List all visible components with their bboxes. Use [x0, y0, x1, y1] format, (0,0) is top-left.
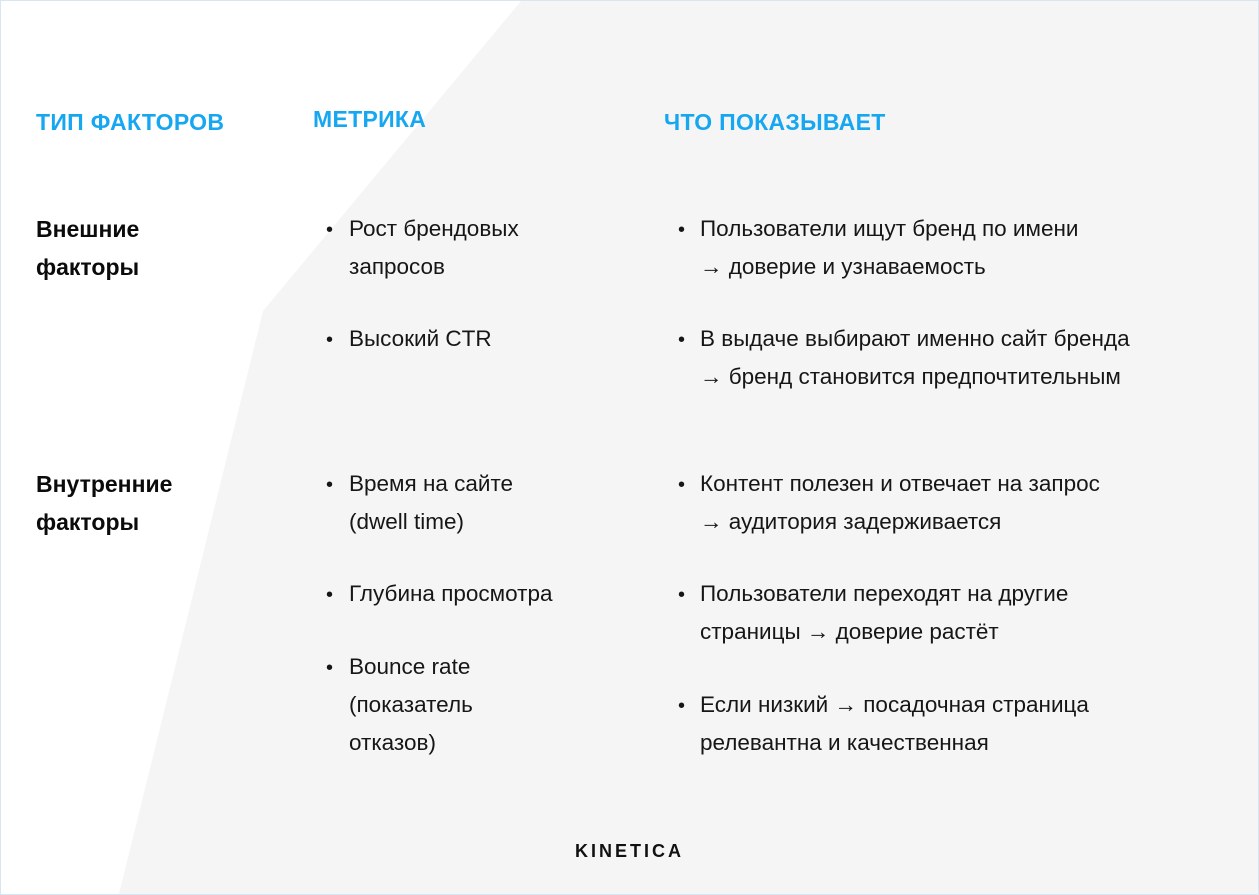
- explanation-item: [700, 575, 1068, 651]
- bullet-icon: •: [678, 329, 686, 351]
- category-external: [36, 210, 139, 286]
- category-internal-line1: Внутренние: [36, 471, 173, 497]
- bullet-icon: •: [326, 329, 334, 351]
- header-metric: МЕТРИКА: [313, 106, 427, 132]
- explanation-line: → доверие и узнаваемость: [700, 254, 986, 279]
- bullet-icon: •: [678, 219, 686, 241]
- explanation-line: Контент полезен и отвечает на запрос: [700, 471, 1100, 496]
- explanation-item: [700, 686, 1089, 762]
- explanation-item: [700, 210, 1078, 286]
- bullet-icon: •: [678, 584, 686, 606]
- metric-item: [349, 320, 492, 358]
- explanation-line: Пользователи переходят на другие: [700, 581, 1069, 606]
- explanation-line: релевантна и качественная: [700, 730, 989, 755]
- metric-item: [349, 465, 513, 541]
- bullet-icon: •: [678, 474, 686, 496]
- metric-line: (dwell time): [349, 509, 465, 534]
- bullet-icon: •: [678, 695, 686, 717]
- explanation-line: → бренд становится предпочтительным: [700, 364, 1121, 389]
- explanation-line: страницы → доверие растёт: [700, 619, 999, 644]
- category-internal: [36, 465, 172, 541]
- explanation-line: Если низкий → посадочная страница: [700, 692, 1089, 717]
- explanation-line: → аудитория задерживается: [700, 509, 1002, 534]
- category-internal-line2: факторы: [36, 509, 140, 535]
- metric-line: Глубина просмотра: [349, 581, 553, 606]
- category-external-line1: Внешние: [36, 216, 140, 242]
- metric-line: Высокий CTR: [349, 326, 492, 351]
- explanation-line: В выдаче выбирают именно сайт бренда: [700, 326, 1130, 351]
- header-shows: ЧТО ПОКАЗЫВАЕТ: [664, 109, 886, 135]
- metric-line: отказов): [349, 730, 436, 755]
- explanation-line: Пользователи ищут бренд по имени: [700, 216, 1079, 241]
- metric-item: [349, 210, 519, 286]
- metric-line: Время на сайте: [349, 471, 514, 496]
- metric-line: (показатель: [349, 692, 473, 717]
- bullet-icon: •: [326, 219, 334, 241]
- bullet-icon: •: [326, 657, 334, 679]
- category-external-line2: факторы: [36, 254, 140, 280]
- metric-item: [349, 575, 552, 613]
- header-factor-type: ТИП ФАКТОРОВ: [36, 109, 225, 135]
- bullet-icon: •: [326, 474, 334, 496]
- bullet-icon: •: [326, 584, 334, 606]
- metric-item: [349, 648, 473, 762]
- explanation-item: [700, 320, 1130, 396]
- metric-line: Рост брендовых: [349, 216, 519, 241]
- metric-line: Bounce rate: [349, 654, 471, 679]
- metric-line: запросов: [349, 254, 446, 279]
- explanation-item: [700, 465, 1100, 541]
- brand-logo: KINETICA: [575, 841, 684, 861]
